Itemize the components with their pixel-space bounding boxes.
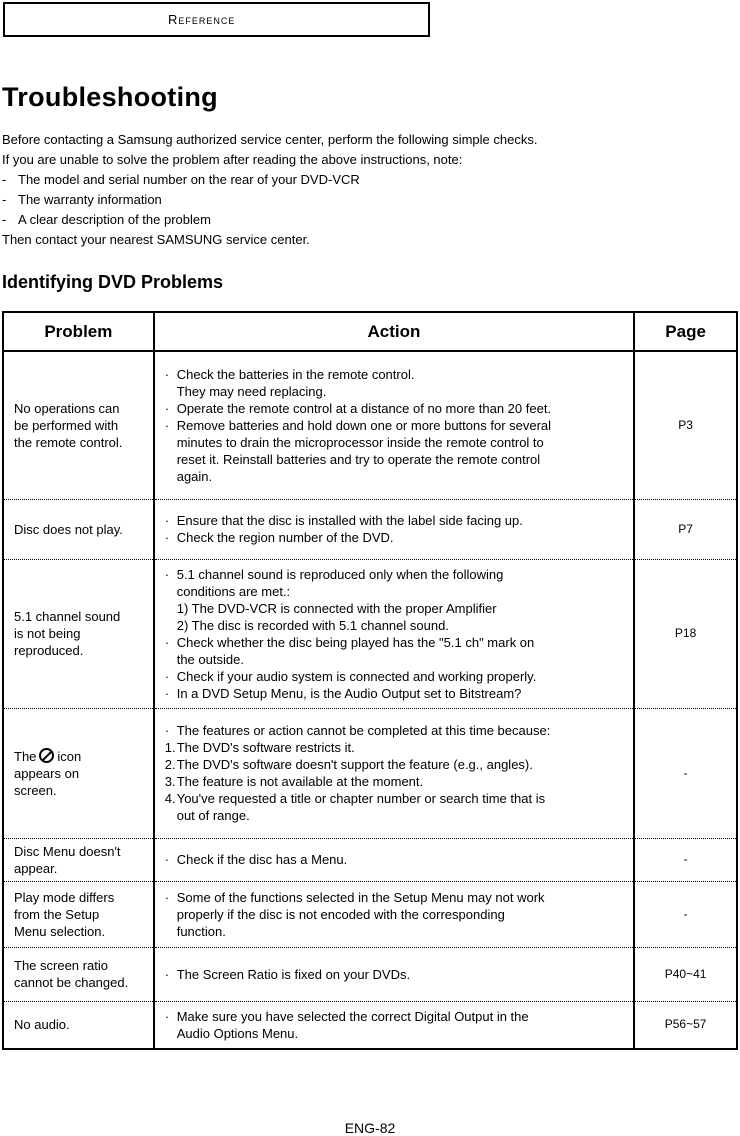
table-row [3,499,737,559]
problem-line: appear. [14,860,58,876]
page-cell: - [634,708,737,838]
problem-line: No audio. [14,1017,70,1033]
action-line: · Check the batteries in the remote control. [164,366,415,382]
action-line: · Check the region number of the DVD. [164,530,394,545]
action-line: · Some of the functions selected in the Setup Menu may not work [164,889,545,905]
page-cell: - [634,838,737,881]
action-line: out of range. [176,808,250,823]
action-line: the outside. [176,651,244,667]
section-label: Reference [168,12,236,27]
page-cell: P40~41 [634,947,737,1001]
action-line: · Check if your audio system is connected and working properly. [164,668,537,684]
action-line: · Check whether the disc being played has the "5.1 ch" mark on [164,634,535,650]
problem-line: from the Setup [14,906,100,922]
problem-line: 5.1 channel sound [14,609,121,624]
prohibit-icon [39,748,54,763]
section-header [3,2,430,37]
action-line: 1) The DVD-VCR is connected with the proper Amplifier [176,600,497,616]
action-line: again. [176,468,213,484]
action-line: · 5.1 channel sound is reproduced only when the following [164,566,504,582]
problem-cell [3,947,154,1001]
page-cell: P56~57 [634,1001,737,1049]
table-row [3,947,737,1001]
action-line: · The Screen Ratio is fixed on your DVDs. [164,966,411,982]
action-cell [154,559,635,708]
header-page: Page [634,312,737,351]
intro-line: If you are unable to solve the problem after reading the above instructions, note: [2,152,463,167]
action-line: · In a DVD Setup Menu, is the Audio Output set to Bitstream? [164,685,522,701]
problem-cell [3,559,154,708]
action-line: Audio Options Menu. [176,1025,299,1041]
page-cell: - [634,881,737,947]
action-line: · Make sure you have selected the correct Digital Output in the [164,1008,529,1024]
problem-line: The icon [14,748,82,764]
action-line: 4. You've requested a title or chapter number or search time that is [164,791,546,806]
action-line: 2. The DVD's software doesn't support the feature (e.g., angles). [164,757,533,772]
action-line: conditions are met.: [176,583,291,599]
action-cell [154,708,635,838]
table-row [3,708,737,838]
action-line: reset it. Reinstall batteries and try to operate the remote control [176,451,541,467]
problem-line: screen. [14,782,57,798]
action-line: They may need replacing. [176,383,327,399]
table-row [3,881,737,947]
action-line: · Check if the disc has a Menu. [164,852,348,867]
problem-line: the remote control. [14,434,123,450]
problem-cell [3,1001,154,1049]
page-number: ENG-82 [344,1120,396,1136]
page-cell: P18 [634,559,737,708]
troubleshooting-table [2,311,738,1050]
problem-line: Play mode differs [14,889,115,905]
action-line: 1. The DVD's software restricts it. [164,740,355,755]
page-cell: P7 [634,499,737,559]
page-cell: P3 [634,351,737,499]
intro-text [2,130,702,250]
problem-line: Disc does not play. [14,521,123,537]
problem-line: be performed with [14,417,119,433]
action-cell [154,499,635,559]
intro-line: Then contact your nearest SAMSUNG service center. [2,232,310,247]
problem-line: The screen ratio [14,958,108,973]
problem-cell [3,708,154,838]
action-cell [154,881,635,947]
action-cell [154,838,635,881]
intro-list-item: - A clear description of the problem [2,212,211,227]
action-line: properly if the disc is not encoded with the corresponding [176,906,505,922]
problem-line: reproduced. [14,643,84,658]
problem-line: cannot be changed. [14,975,129,990]
problem-line: Menu selection. [14,923,106,939]
action-cell [154,947,635,1001]
header-action: Action [154,312,635,351]
action-line: 3. The feature is not available at the moment. [164,774,424,789]
action-line: 2) The disc is recorded with 5.1 channel sound. [176,617,449,633]
action-line: · Operate the remote control at a distance of no more than 20 feet. [164,400,552,416]
action-line: function. [176,923,226,939]
table-row [3,838,737,881]
problem-line: Disc Menu doesn't [14,843,121,859]
action-cell [154,1001,635,1049]
action-line: · Ensure that the disc is installed with the label side facing up. [164,513,523,528]
section-subtitle: Identifying DVD Problems [2,272,224,292]
intro-list-item: - The model and serial number on the rear of your DVD-VCR [2,172,360,187]
action-line: · The features or action cannot be completed at this time because: [164,723,551,738]
action-line: minutes to drain the microprocessor inside the remote control to [176,434,544,450]
problem-line: appears on [14,765,80,781]
action-cell [154,351,635,499]
problem-cell [3,881,154,947]
action-line: · Remove batteries and hold down one or more buttons for several [164,417,552,433]
page-title: Troubleshooting [2,82,218,112]
problem-line: is not being [14,626,81,641]
problem-cell [3,351,154,499]
problem-line: No operations can [14,400,120,416]
intro-list-item: - The warranty information [2,192,162,207]
table-row [3,351,737,499]
table-row [3,559,737,708]
table-row [3,1001,737,1049]
problem-cell [3,499,154,559]
problem-cell [3,838,154,881]
header-problem: Problem [3,312,154,351]
intro-line: Before contacting a Samsung authorized service center, perform the following simple checks. [2,132,538,147]
